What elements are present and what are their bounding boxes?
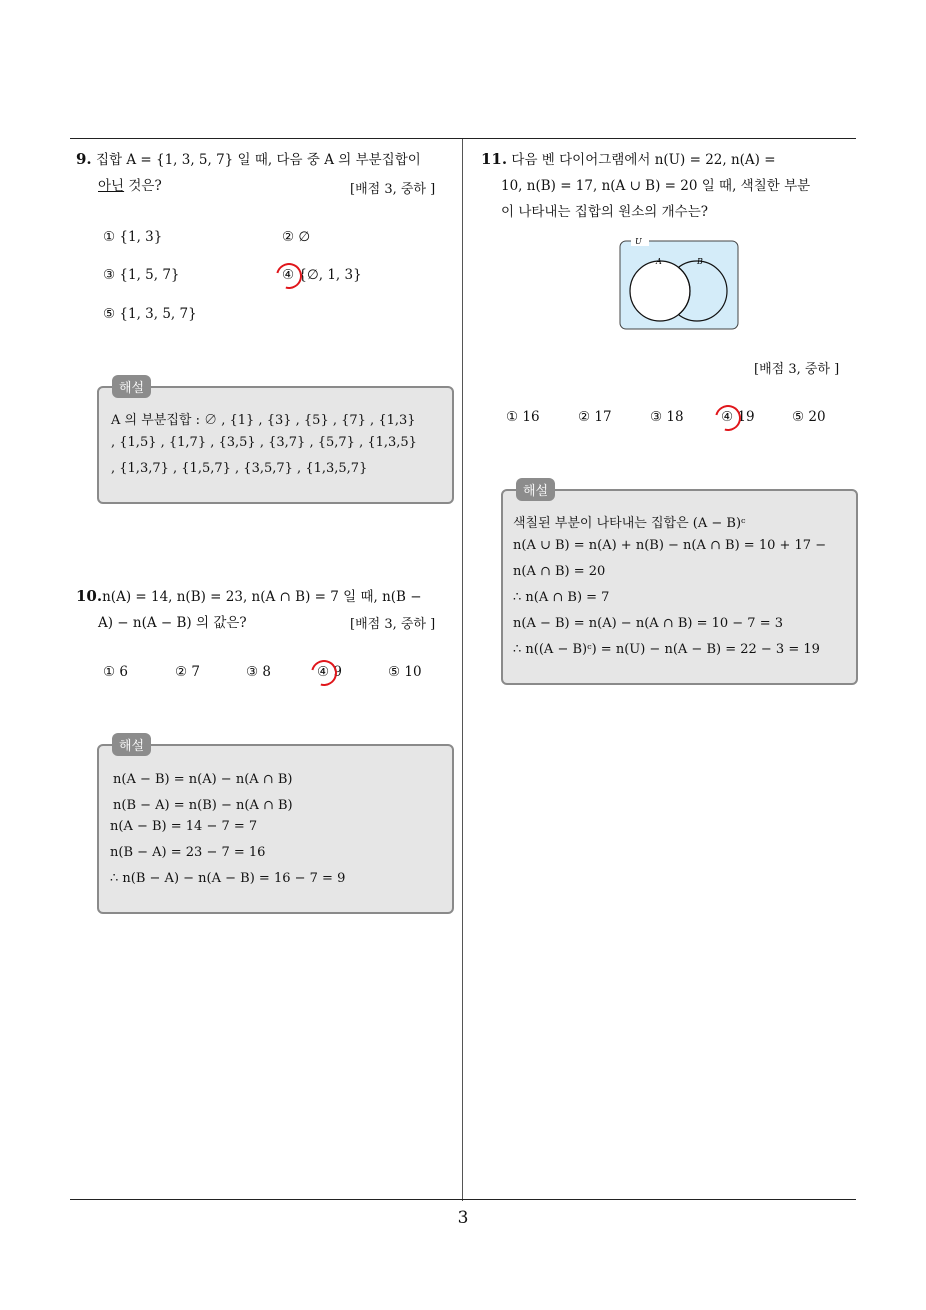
score-label: [배점 3, 중하 ] bbox=[350, 182, 436, 197]
solution-line: , {1,5} , {1,7} , {3,5} , {3,7} , {5,7} , {1,3,5} bbox=[111, 435, 417, 450]
question-text-rest: 것은? bbox=[124, 178, 162, 194]
option-1[interactable]: ① 6 bbox=[103, 664, 128, 680]
option-5[interactable]: ⑤ 10 bbox=[388, 664, 422, 680]
question-text: 집합 A = {1, 3, 5, 7} 일 때, 다음 중 A 의 부분집합이 bbox=[95, 152, 421, 168]
label-u: U bbox=[635, 238, 642, 246]
venn-diagram bbox=[619, 238, 741, 332]
solution-line: n(A − B) = 14 − 7 = 7 bbox=[110, 819, 258, 834]
question-number: 11. bbox=[481, 150, 508, 168]
question-number: 9. bbox=[76, 150, 92, 168]
option-4[interactable]: ④ 9 bbox=[317, 664, 342, 680]
emphasis-not: 아닌 bbox=[98, 178, 125, 194]
label-a: A bbox=[656, 257, 662, 266]
question-text: n(A) = 14, n(B) = 23, n(A ∩ B) = 7 일 때, n(B − bbox=[102, 589, 422, 605]
solution-tag: 해설 bbox=[516, 478, 555, 501]
column-divider bbox=[462, 139, 463, 1201]
option-2[interactable]: ② ∅ bbox=[282, 229, 311, 245]
solution-line: 색칠된 부분이 나타내는 집합은 (A − B)ᶜ bbox=[513, 516, 746, 531]
question-text-line3: 이 나타내는 집합의 원소의 개수는? bbox=[501, 204, 708, 220]
solution-line: n(A ∩ B) = 20 bbox=[513, 564, 606, 579]
solution-line: n(B − A) = n(B) − n(A ∩ B) bbox=[113, 798, 293, 813]
option-2[interactable]: ② 7 bbox=[175, 664, 200, 680]
solution-line: n(B − A) = 23 − 7 = 16 bbox=[110, 845, 266, 860]
top-rule bbox=[70, 138, 856, 139]
question-11 bbox=[481, 146, 861, 225]
option-1[interactable]: ① {1, 3} bbox=[103, 229, 163, 245]
solution-line: A 의 부분집합 : ∅ , {1} , {3} , {5} , {7} , {1,3} bbox=[111, 413, 416, 428]
question-text-line2: 10, n(B) = 17, n(A ∪ B) = 20 일 때, 색칠한 부분 bbox=[501, 178, 811, 194]
bottom-rule bbox=[70, 1199, 856, 1200]
option-3[interactable]: ③ {1, 5, 7} bbox=[103, 267, 180, 283]
question-text-line2: A) − n(A − B) 의 값은? bbox=[98, 615, 247, 631]
solution-line: , {1,3,7} , {1,5,7} , {3,5,7} , {1,3,5,7} bbox=[111, 461, 368, 476]
page-number: 3 bbox=[457, 1208, 469, 1228]
answer-circle-mark bbox=[271, 258, 307, 294]
option-2[interactable]: ② 17 bbox=[578, 409, 612, 425]
solution-line: n(A − B) = n(A) − n(A ∩ B) bbox=[113, 772, 293, 787]
option-3[interactable]: ③ 18 bbox=[650, 409, 684, 425]
solution-line: n(A − B) = n(A) − n(A ∩ B) = 10 − 7 = 3 bbox=[513, 616, 784, 631]
option-5[interactable]: ⑤ 20 bbox=[792, 409, 826, 425]
score-label: [배점 3, 중하 ] bbox=[754, 362, 840, 377]
solution-line: ∴ n((A − B)ᶜ) = n(U) − n(A − B) = 22 − 3 = 19 bbox=[513, 642, 820, 657]
option-4[interactable]: ④ {∅, 1, 3} bbox=[282, 267, 362, 283]
answer-circle-mark bbox=[306, 655, 342, 691]
option-4[interactable]: ④ 19 bbox=[721, 409, 755, 425]
option-1[interactable]: ① 16 bbox=[506, 409, 540, 425]
question-text: 다음 벤 다이어그램에서 n(U) = 22, n(A) = bbox=[511, 152, 776, 168]
option-3[interactable]: ③ 8 bbox=[246, 664, 271, 680]
score-label: [배점 3, 중하 ] bbox=[350, 617, 436, 632]
solution-line: ∴ n(A ∩ B) = 7 bbox=[513, 590, 610, 605]
solution-line: n(A ∪ B) = n(A) + n(B) − n(A ∩ B) = 10 + 17 − bbox=[513, 538, 827, 553]
option-5[interactable]: ⑤ {1, 3, 5, 7} bbox=[103, 306, 197, 322]
label-b: B bbox=[697, 257, 703, 266]
answer-circle-mark bbox=[710, 400, 746, 436]
solution-tag: 해설 bbox=[112, 733, 151, 756]
solution-tag: 해설 bbox=[112, 375, 151, 398]
question-number: 10. bbox=[76, 587, 103, 605]
solution-line: ∴ n(B − A) − n(A − B) = 16 − 7 = 9 bbox=[110, 871, 346, 886]
